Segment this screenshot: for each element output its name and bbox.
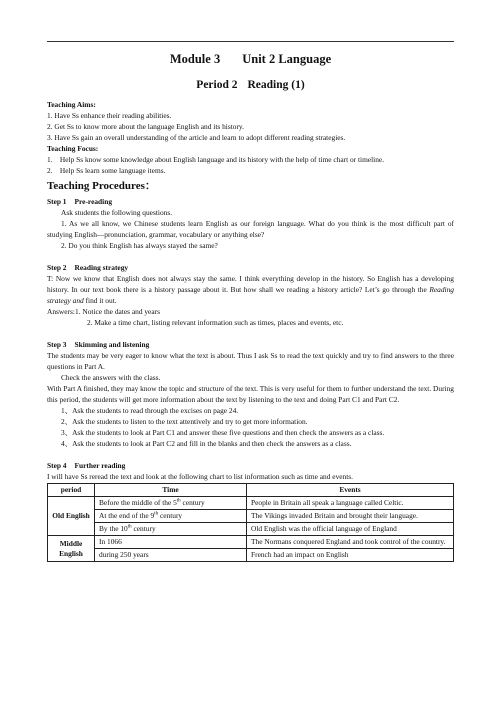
answers-label: Answers: — [47, 307, 75, 316]
step2-answer-2: 2. Make a time chart, listing relevant information such as times, places and events, etc. — [87, 318, 344, 327]
step2-text-italic: Reading strategy and — [47, 285, 454, 305]
step2-text — [47, 273, 454, 306]
step4-title — [47, 460, 454, 471]
focus-item: 2. Help Ss learn some language items. — [47, 166, 166, 175]
step3-item: 3、Ask the students to look at Part C1 and answer these five questions and then check the answers as a class. — [61, 428, 385, 437]
period-label: Period 2 — [196, 79, 238, 91]
document-body — [47, 99, 454, 562]
step4-name: Further reading — [74, 461, 126, 470]
step3-item: 4、Ask the students to look at Part C2 and fill in the blanks and then check the answers as a class. — [61, 439, 352, 448]
step3-name: Skimming and listening — [74, 340, 150, 349]
step3-item: 1、Ask the students to read through the excises on page 24. — [61, 406, 239, 415]
column-header-period: period — [48, 484, 95, 497]
step1-title — [47, 196, 454, 207]
step1-question-2: 2. Do you think English has always stayed the same? — [61, 241, 218, 250]
history-time-chart — [47, 483, 454, 562]
step2-text-b: find it out. — [83, 296, 117, 305]
step2-answer-1: Answers:1. Notice the dates and years — [47, 307, 160, 316]
module-label: Module 3 — [169, 52, 221, 66]
step3-title — [47, 339, 454, 350]
step3-item: 2、Ask the students to listen to the text attentively and try to get more information. — [61, 417, 308, 426]
time-cell: By the 10th century — [95, 523, 247, 536]
step2-text-a: T: Now we know that English does not always stay the same. I think everything develop in the history. So English has a developing history. In our text book there is a history passage about it. But how shall we reading a history article? Let’s go through the — [47, 274, 454, 294]
time-cell: At the end of the 9th century — [95, 510, 247, 523]
unit-label: Unit 2 Language — [242, 52, 332, 66]
step4-label: Step 4 — [47, 461, 67, 470]
table-row — [48, 497, 454, 510]
event-cell: Old English was the official language of England — [247, 523, 454, 536]
aim-item: 2. Get Ss to know more about the language English and its history. — [47, 122, 244, 131]
aim-item: 1. Have Ss enhance their reading abilities. — [47, 111, 172, 120]
table-row — [48, 510, 454, 523]
table-row — [48, 549, 454, 562]
procedures-heading: Teaching Procedures： — [47, 180, 156, 192]
step4-intro: I will have Ss reread the text and look at the following chart to list information such as time and events. — [47, 472, 354, 481]
event-cell: The Normans conquered England and took control of the country. — [247, 536, 454, 549]
table-header-row — [48, 484, 454, 497]
document-title — [47, 52, 454, 67]
aim-item: 3. Have Ss gain an overall understanding of the article and learn to adopt different reading strategies. — [47, 133, 346, 142]
step3-paragraph-2: Check the answers with the class. — [61, 373, 161, 382]
step1-intro: Ask students the following questions. — [61, 208, 173, 217]
step1-name: Pre-reading — [74, 197, 113, 206]
period-middle-english: Middle English — [48, 536, 95, 562]
step3-paragraph-1: The students may be very eager to know what the text is about. Thus I ask Ss to read the text quickly and try to find answers to the three questions in Part A. — [47, 351, 454, 371]
step1-label: Step 1 — [47, 197, 67, 206]
aims-heading: Teaching Aims: — [47, 100, 96, 109]
focus-heading: Teaching Focus: — [47, 144, 99, 153]
time-cell: during 250 years — [95, 549, 247, 562]
document-subtitle — [47, 79, 454, 91]
header-rule — [47, 41, 454, 42]
time-cell: Before the middle of the 5th century — [95, 497, 247, 510]
event-cell: French had an impact on English — [247, 549, 454, 562]
step3-paragraph-3: With Part A finished, they may know the topic and structure of the text. This is very useful for them to further understand the text. During this period, the students will get more information about the text by listening to the text and doing Part C1 and Part C2. — [47, 384, 454, 404]
lesson-label: Reading (1) — [247, 79, 305, 91]
column-header-events: Events — [247, 484, 454, 497]
focus-item: 1. Help Ss know some knowledge about English language and its history with the help of time chart or timeline. — [47, 155, 385, 164]
column-header-time: Time — [95, 484, 247, 497]
period-old-english: Old English — [48, 497, 95, 536]
table-row — [48, 536, 454, 549]
time-cell: In 1066 — [95, 536, 247, 549]
step1-question-1: 1. As we all know, we Chinese students learn English as our foreign language. What do you think is the most difficult part of studying English—pronunciation, grammar, vocabulary or anything else? — [47, 219, 454, 239]
step2-title — [47, 262, 454, 273]
event-cell: The Vikings invaded Britain and brought their language. — [247, 510, 454, 523]
table-row — [48, 523, 454, 536]
event-cell: People in Britain all speak a language called Celtic. — [247, 497, 454, 510]
step3-label: Step 3 — [47, 340, 67, 349]
step2-name: Reading strategy — [74, 263, 129, 272]
step2-label: Step 2 — [47, 263, 67, 272]
